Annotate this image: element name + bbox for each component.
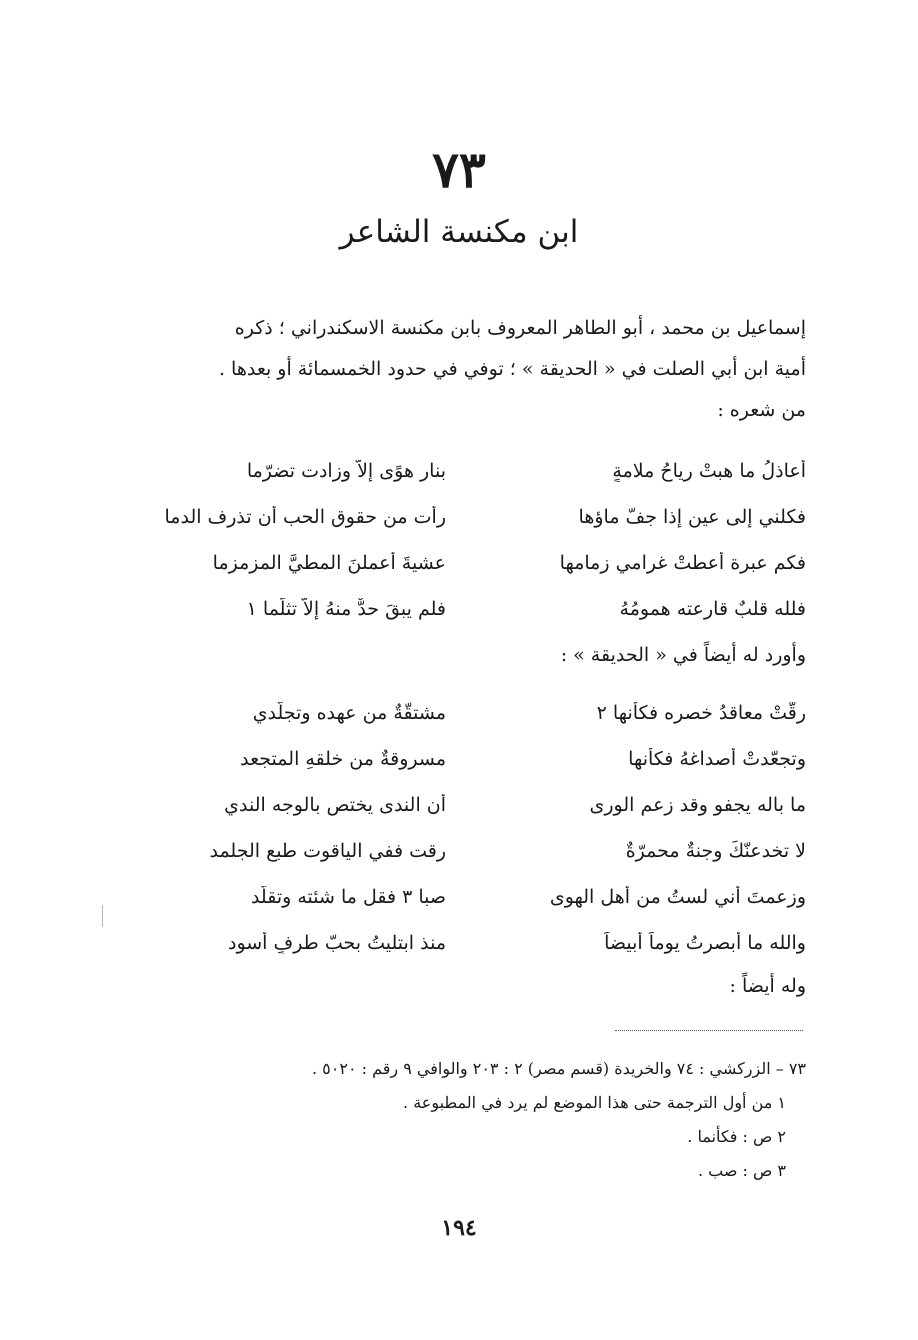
verse-first-hemistich: رقّتْ معاقدُ خصره فكأنها ٢: [596, 702, 806, 724]
verse-second-hemistich: أن الندى يختص بالوجه الندي: [224, 794, 446, 816]
poem-first: [106, 448, 806, 632]
verse: [106, 782, 806, 828]
footnote-divider: [615, 1030, 803, 1031]
verse: [106, 690, 806, 736]
poem-intro-note: وله أيضاً :: [729, 975, 806, 997]
intro-line: إسماعيل بن محمد ، أبو الطاهر المعروف بابن مكنسة الاسكندراني ؛ ذكره: [234, 317, 806, 339]
verse-second-hemistich: منذ ابتليتُ بحبّ طرفٍ أسود: [227, 932, 446, 954]
verse-second-hemistich: صبا ٣ فقل ما شئته وتقلّد: [250, 886, 446, 908]
intro-line: من شعره :: [717, 399, 806, 421]
verse-first-hemistich: وزعمتَ أني لستُ من أهل الهوى: [549, 886, 806, 908]
verse: [106, 874, 806, 920]
verse-first-hemistich: ما باله يجفو وقد زعم الورى: [589, 794, 806, 816]
margin-mark: [102, 905, 103, 927]
verse: [106, 448, 806, 494]
footnote-sources: ٧٣ – الزركشي : ٧٤ والخريدة (قسم مصر) ٢ : ٢٠٣ والوافي ٩ رقم : ٥٠٢٠ .: [312, 1059, 806, 1078]
verse-first-hemistich: فكم عبرة أعطتْ غرامي زمامها: [559, 552, 806, 574]
verse-first-hemistich: فكلني إلى عينٍ إذا جفّ ماؤها: [578, 506, 806, 528]
page-number: ١٩٤: [441, 1215, 477, 1241]
verse-second-hemistich: رقت ففي الياقوت طبع الجلمد: [209, 840, 446, 862]
verse-first-hemistich: لا تخدعنّكَ وجنةٌ محمرّةٌ: [625, 840, 806, 862]
verse-first-hemistich: فلله قلبٌ قارعته همومُهُ: [619, 598, 806, 620]
verse-second-hemistich: فلم يبقَ حدٌّ منهُ إلاّ تثلّما ١: [246, 598, 446, 620]
entry-title: ابن مكنسة الشاعر: [339, 214, 579, 250]
verse: [106, 828, 806, 874]
verse-second-hemistich: رأت من حقوق الحب أن تذرف الدما: [164, 506, 446, 528]
entry-number: ٧٣: [432, 140, 486, 199]
footnotes: [106, 1052, 806, 1188]
verse-second-hemistich: عشيةَ أعملنَ المطيَّ المزمزما: [212, 552, 446, 574]
verse: [106, 920, 806, 966]
poem-intro-note: وأورد له أيضاً في « الحديقة » :: [560, 644, 806, 666]
verse-second-hemistich: بنار هوًى إلاّ وزادت تضرّما: [246, 460, 446, 482]
verse-first-hemistich: وتجعّدتْ أصداغهُ فكأنها: [628, 748, 806, 770]
verse-first-hemistich: والله ما أبصرتُ يوماً أبيضاً: [604, 932, 806, 954]
verse: [106, 736, 806, 782]
verse-second-hemistich: مشتقّةٌ من عهده وتجلُّدي: [252, 702, 446, 724]
verse: [106, 540, 806, 586]
intro-line: أمية ابن أبي الصلت في « الحديقة » ؛ توفي في حدود الخمسمائة أو بعدها .: [218, 358, 806, 380]
verse: [106, 586, 806, 632]
poem-second: [106, 690, 806, 966]
verse-second-hemistich: مسروقةٌ من خلقهِ المتجعد: [240, 748, 446, 770]
footnote-item: ١ من أول الترجمة حتى هذا الموضع لم يرد في المطبوعة .: [403, 1093, 786, 1112]
intro-paragraph: [106, 308, 806, 431]
footnote-item: ٣ ص : صب .: [697, 1161, 786, 1180]
verse-first-hemistich: أعاذلُ ما هبتْ رياحُ ملامةٍ: [612, 460, 806, 482]
footnote-item: ٢ ص : فكأنما .: [687, 1127, 786, 1146]
verse: [106, 494, 806, 540]
